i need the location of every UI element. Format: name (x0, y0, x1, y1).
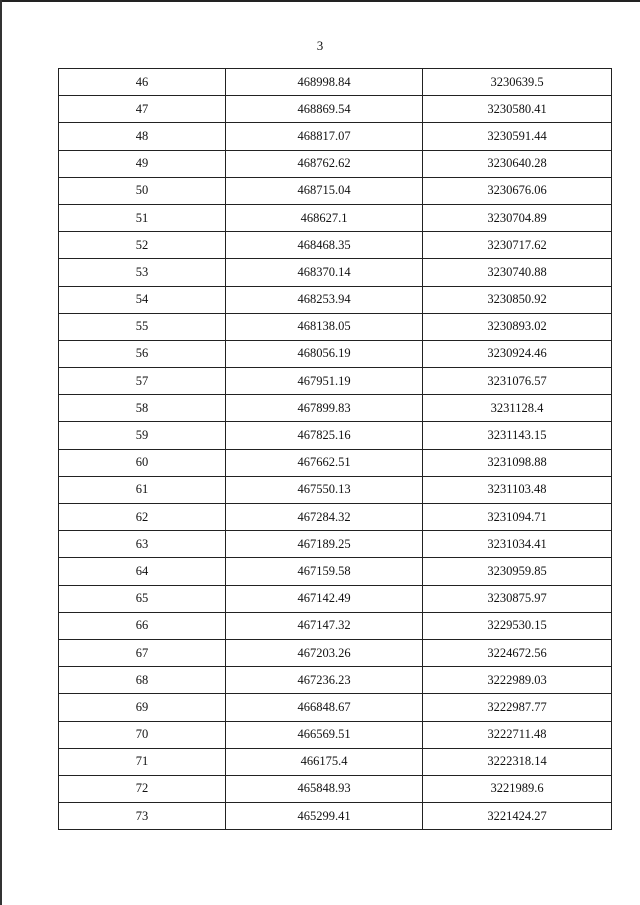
point-number-cell: 52 (59, 232, 226, 259)
coordinate-table-body (59, 69, 612, 830)
x-coordinate-cell: 466569.51 (226, 721, 423, 748)
table-row (59, 69, 612, 96)
table-row (59, 232, 612, 259)
y-coordinate-cell: 3224672.56 (423, 639, 612, 666)
table-row (59, 340, 612, 367)
point-number-cell: 59 (59, 422, 226, 449)
y-coordinate-cell: 3221424.27 (423, 803, 612, 830)
x-coordinate-cell: 466175.4 (226, 748, 423, 775)
table-row (59, 368, 612, 395)
x-coordinate-cell: 467236.23 (226, 667, 423, 694)
table-row (59, 204, 612, 231)
table-row (59, 313, 612, 340)
table-row (59, 639, 612, 666)
point-number-cell: 53 (59, 259, 226, 286)
y-coordinate-cell: 3230875.97 (423, 585, 612, 612)
x-coordinate-cell: 468817.07 (226, 123, 423, 150)
table-row (59, 259, 612, 286)
x-coordinate-cell: 465299.41 (226, 803, 423, 830)
point-number-cell: 51 (59, 204, 226, 231)
point-number-cell: 65 (59, 585, 226, 612)
x-coordinate-cell: 468762.62 (226, 150, 423, 177)
point-number-cell: 48 (59, 123, 226, 150)
y-coordinate-cell: 3231094.71 (423, 504, 612, 531)
x-coordinate-cell: 468138.05 (226, 313, 423, 340)
point-number-cell: 54 (59, 286, 226, 313)
y-coordinate-cell: 3231034.41 (423, 531, 612, 558)
point-number-cell: 60 (59, 449, 226, 476)
table-row (59, 694, 612, 721)
table-row (59, 803, 612, 830)
table-row (59, 96, 612, 123)
y-coordinate-cell: 3222711.48 (423, 721, 612, 748)
page-edge-left (0, 0, 2, 905)
point-number-cell: 56 (59, 340, 226, 367)
table-row (59, 476, 612, 503)
table-row (59, 667, 612, 694)
point-number-cell: 63 (59, 531, 226, 558)
y-coordinate-cell: 3230640.28 (423, 150, 612, 177)
point-number-cell: 57 (59, 368, 226, 395)
x-coordinate-cell: 467662.51 (226, 449, 423, 476)
table-row (59, 504, 612, 531)
x-coordinate-cell: 467189.25 (226, 531, 423, 558)
page-number: 3 (316, 38, 324, 53)
table-row (59, 558, 612, 585)
x-coordinate-cell: 467951.19 (226, 368, 423, 395)
x-coordinate-cell: 468869.54 (226, 96, 423, 123)
x-coordinate-cell: 467159.58 (226, 558, 423, 585)
y-coordinate-cell: 3230850.92 (423, 286, 612, 313)
y-coordinate-cell: 3230717.62 (423, 232, 612, 259)
point-number-cell: 50 (59, 177, 226, 204)
y-coordinate-cell: 3230959.85 (423, 558, 612, 585)
y-coordinate-cell: 3231143.15 (423, 422, 612, 449)
point-number-cell: 58 (59, 395, 226, 422)
x-coordinate-cell: 468998.84 (226, 69, 423, 96)
y-coordinate-cell: 3230924.46 (423, 340, 612, 367)
y-coordinate-cell: 3230704.89 (423, 204, 612, 231)
y-coordinate-cell: 3231076.57 (423, 368, 612, 395)
point-number-cell: 47 (59, 96, 226, 123)
y-coordinate-cell: 3230580.41 (423, 96, 612, 123)
table-row (59, 422, 612, 449)
table-row (59, 150, 612, 177)
x-coordinate-cell: 468370.14 (226, 259, 423, 286)
x-coordinate-cell: 468253.94 (226, 286, 423, 313)
y-coordinate-cell: 3231098.88 (423, 449, 612, 476)
point-number-cell: 67 (59, 639, 226, 666)
y-coordinate-cell: 3230893.02 (423, 313, 612, 340)
point-number-cell: 49 (59, 150, 226, 177)
x-coordinate-cell: 466848.67 (226, 694, 423, 721)
table-row (59, 123, 612, 150)
point-number-cell: 68 (59, 667, 226, 694)
point-number-cell: 71 (59, 748, 226, 775)
point-number-cell: 46 (59, 69, 226, 96)
point-number-cell: 73 (59, 803, 226, 830)
point-number-cell: 66 (59, 612, 226, 639)
table-row (59, 612, 612, 639)
x-coordinate-cell: 467203.26 (226, 639, 423, 666)
x-coordinate-cell: 467825.16 (226, 422, 423, 449)
y-coordinate-cell: 3230740.88 (423, 259, 612, 286)
table-row (59, 449, 612, 476)
table-row (59, 286, 612, 313)
point-number-cell: 70 (59, 721, 226, 748)
point-number-cell: 55 (59, 313, 226, 340)
x-coordinate-cell: 467147.32 (226, 612, 423, 639)
y-coordinate-cell: 3229530.15 (423, 612, 612, 639)
x-coordinate-cell: 465848.93 (226, 775, 423, 802)
y-coordinate-cell: 3221989.6 (423, 775, 612, 802)
point-number-cell: 64 (59, 558, 226, 585)
y-coordinate-cell: 3230676.06 (423, 177, 612, 204)
y-coordinate-cell: 3231128.4 (423, 395, 612, 422)
table-row (59, 531, 612, 558)
x-coordinate-cell: 468056.19 (226, 340, 423, 367)
point-number-cell: 69 (59, 694, 226, 721)
coordinate-table (58, 68, 612, 830)
table-row (59, 748, 612, 775)
table-row (59, 775, 612, 802)
table-row (59, 585, 612, 612)
table-row (59, 721, 612, 748)
y-coordinate-cell: 3230591.44 (423, 123, 612, 150)
y-coordinate-cell: 3222989.03 (423, 667, 612, 694)
y-coordinate-cell: 3222987.77 (423, 694, 612, 721)
y-coordinate-cell: 3230639.5 (423, 69, 612, 96)
y-coordinate-cell: 3231103.48 (423, 476, 612, 503)
page-edge-top (0, 0, 640, 2)
x-coordinate-cell: 468627.1 (226, 204, 423, 231)
point-number-cell: 61 (59, 476, 226, 503)
x-coordinate-cell: 467284.32 (226, 504, 423, 531)
x-coordinate-cell: 468468.35 (226, 232, 423, 259)
x-coordinate-cell: 467899.83 (226, 395, 423, 422)
point-number-cell: 72 (59, 775, 226, 802)
table-row (59, 395, 612, 422)
y-coordinate-cell: 3222318.14 (423, 748, 612, 775)
x-coordinate-cell: 467142.49 (226, 585, 423, 612)
x-coordinate-cell: 468715.04 (226, 177, 423, 204)
table-row (59, 177, 612, 204)
x-coordinate-cell: 467550.13 (226, 476, 423, 503)
point-number-cell: 62 (59, 504, 226, 531)
